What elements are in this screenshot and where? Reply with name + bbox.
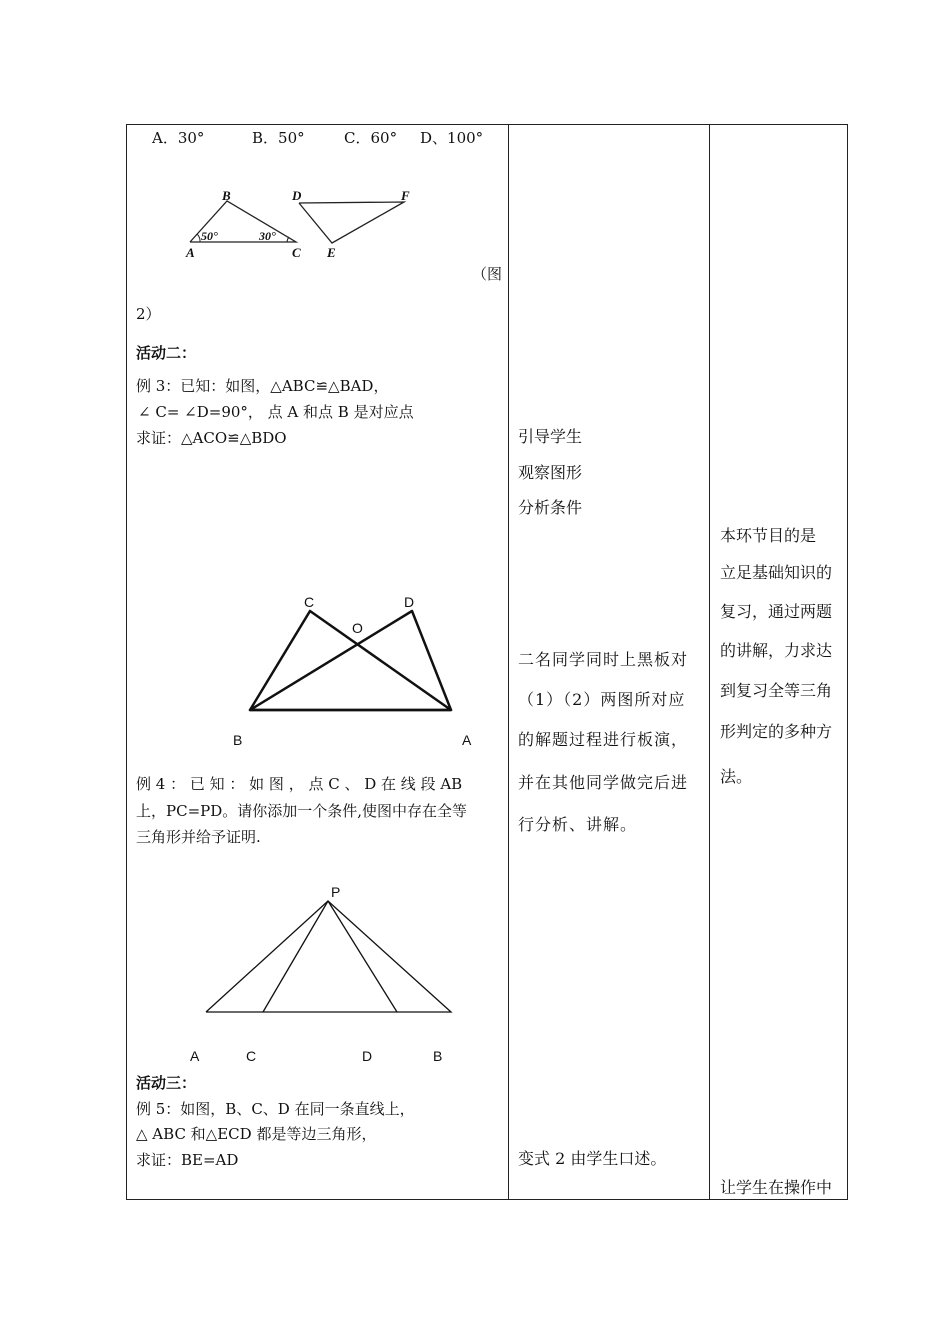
purpose-line-5: 到复习全等三角 [720, 681, 833, 700]
choice-a: A．30° [152, 129, 205, 147]
example-5-line-2: △ ABC 和△ECD 都是等边三角形， [136, 1125, 377, 1143]
fig4-label-d: D [362, 1048, 373, 1064]
fig4-label-a: A [190, 1048, 200, 1064]
choice-d: D、100° [420, 129, 484, 147]
purpose-line-6: 形判定的多种方 [720, 722, 833, 741]
guide-line-3: 分析条件 [518, 498, 583, 517]
activity-3-heading: 活动三： [136, 1074, 197, 1092]
example-4-line-2: 上，PC=PD。请你添加一个条件,使图中存在全等 [136, 802, 468, 820]
board-line-4: 并在其他同学做完后进 [518, 773, 689, 792]
fig2-label-c: C [292, 245, 301, 260]
example-3-line-2: ∠ C= ∠D=90°， 点 A 和点 B 是对应点 [138, 403, 414, 421]
board-line-2: （1）（2）两图所对应 [518, 690, 686, 709]
fig3-label-b: B [233, 732, 243, 748]
bottom-note: 让学生在操作中 [720, 1178, 833, 1197]
board-line-5: 行分析、讲解。 [518, 815, 638, 834]
fig3-label-a: A [462, 732, 472, 748]
guide-line-1: 引导学生 [518, 427, 583, 446]
purpose-line-2: 立足基础知识的 [720, 563, 833, 582]
board-line-3: 的解题过程进行板演， [518, 730, 689, 749]
fig2-angle-a: 50° [201, 229, 218, 243]
board-line-1: 二名同学同时上黑板对 [518, 650, 689, 669]
variant-note: 变式 2 由学生口述。 [518, 1149, 667, 1168]
activity-2-heading: 活动二： [136, 344, 197, 362]
example-5-line-3: 求证：BE=AD [136, 1151, 239, 1169]
fig2-label-a: A [186, 245, 195, 260]
purpose-line-7: 法。 [720, 767, 753, 786]
fig3-label-o: O [352, 620, 363, 636]
fig4-label-c: C [246, 1048, 257, 1064]
fig4-label-b: B [433, 1048, 443, 1064]
fig4-label-p: P [331, 884, 341, 900]
fig2-angle-c: 30° [259, 229, 276, 243]
guide-line-2: 观察图形 [518, 463, 583, 482]
fig2-label-d: D [292, 188, 302, 203]
fig3-label-c: C [304, 594, 315, 610]
fig2-label-f: F [401, 188, 410, 203]
fig2-label-b: B [222, 188, 231, 203]
example-5-line-1: 例 5：如图，B、C、D 在同一条直线上， [136, 1100, 415, 1118]
figure-caption-part1: （图 [472, 265, 503, 283]
choice-b: B．50° [252, 129, 305, 147]
example-3-line-1: 例 3：已知：如图，△ABC≌△BAD， [136, 377, 389, 395]
purpose-line-4: 的讲解，力求达 [720, 641, 833, 660]
purpose-line-1: 本环节目的是 [720, 526, 817, 545]
fig2-label-e: E [327, 245, 336, 260]
example-3-line-3: 求证：△ACO≌△BDO [136, 429, 287, 447]
fig3-label-d: D [404, 594, 415, 610]
choice-c: C．60° [344, 129, 398, 147]
example-4-line-1: 例 4 ： 已 知 ： 如 图 ， 点 C 、 D 在 线 段 AB [136, 775, 463, 793]
figure-caption-part2: 2） [136, 305, 161, 323]
purpose-line-3: 复习，通过两题 [720, 602, 833, 621]
example-4-line-3: 三角形并给予证明. [136, 828, 261, 846]
